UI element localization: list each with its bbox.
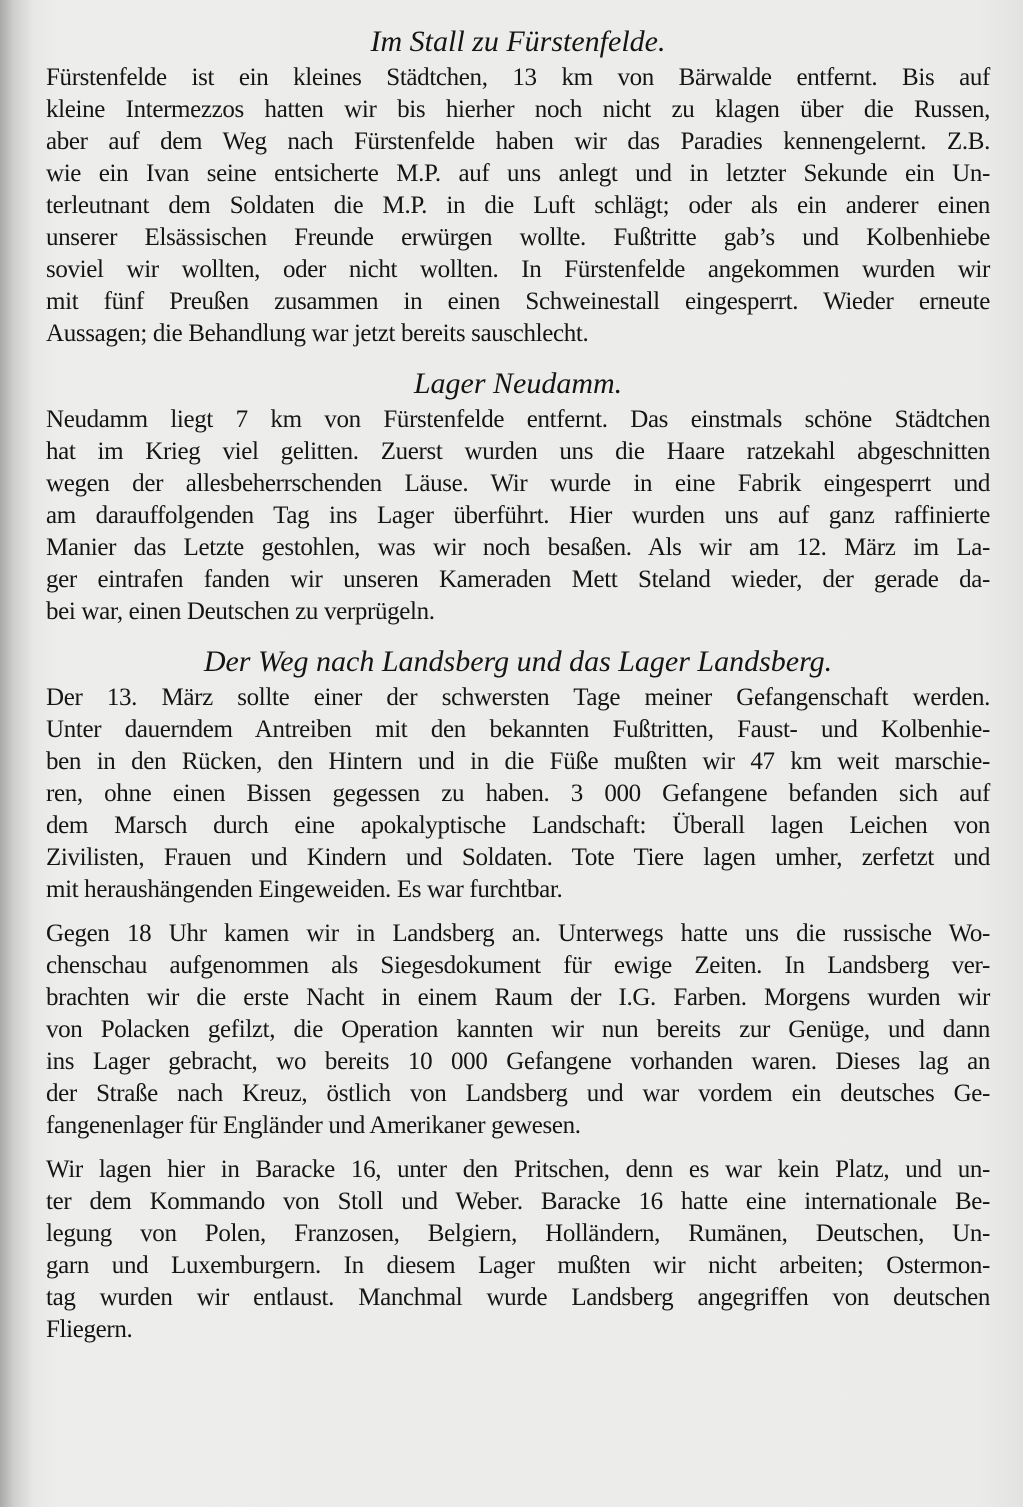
text-line: Manier das Letzte gestohlen, was wir noch besaßen. Als wir am 12. März im La- [46,534,990,561]
text-line: Zivilisten, Frauen und Kindern und Soldaten. Tote Tiere lagen umher, zerfetzt und [46,844,990,871]
text-line: wegen der allesbeherrschenden Läuse. Wir wurde in eine Fabrik eingesperrt und [46,470,990,497]
section-heading: Der Weg nach Landsberg und das Lager Landsberg. [203,645,833,678]
text-column [46,22,990,1346]
section-heading: Lager Neudamm. [413,367,623,400]
text-line: Wir lagen hier in Baracke 16, unter den Pritschen, denn es war kein Platz, und un- [46,1156,990,1183]
text-line: tag wurden wir entlaust. Manchmal wurde Landsberg angegriffen von deutschen [46,1284,990,1311]
text-line: mit fünf Preußen zusammen in einen Schweinestall eingesperrt. Wieder erneute [46,288,990,315]
text-line: Neudamm liegt 7 km von Fürstenfelde entfernt. Das einstmals schöne Städtchen [46,406,990,433]
text-line: ger eintrafen fanden wir unseren Kameraden Mett Steland wieder, der gerade da- [46,566,990,593]
text-line: unserer Elsässischen Freunde erwürgen wollte. Fußtritte gab’s und Kolbenhiebe [46,224,990,251]
text-line: fangenenlager für Engländer und Amerikaner gewesen. [46,1112,581,1139]
text-line: am darauffolgenden Tag ins Lager überführt. Hier wurden uns auf ganz raffinierte [46,502,990,529]
text-line: Gegen 18 Uhr kamen wir in Landsberg an. Unterwegs hatte uns die russische Wo- [46,920,990,947]
text-line: aber auf dem Weg nach Fürstenfelde haben wir das Paradies kennengelernt. Z.B. [46,128,990,155]
text-line: bei war, einen Deutschen zu verprügeln. [46,598,435,625]
section-heading: Im Stall zu Fürstenfelde. [370,25,666,58]
paragraph [46,1154,990,1346]
paragraph [46,918,990,1142]
text-line: garn und Luxemburgern. In diesem Lager mußten wir nicht arbeiten; Ostermon- [46,1252,990,1279]
text-line: ins Lager gebracht, wo bereits 10 000 Gefangene vorhanden waren. Dieses lag an [46,1048,990,1075]
text-line: ter dem Kommando von Stoll und Weber. Baracke 16 hatte eine internationale Be- [46,1188,990,1215]
text-line: Fliegern. [46,1316,133,1343]
text-line: kleine Intermezzos hatten wir bis hierher noch nicht zu klagen über die Russen, [46,96,990,123]
text-line: legung von Polen, Franzosen, Belgiern, Holländern, Rumänen, Deutschen, Un- [46,1220,990,1247]
text-line: dem Marsch durch eine apokalyptische Landschaft: Überall lagen Leichen von [46,812,990,839]
text-line: soviel wir wollten, oder nicht wollten. In Fürstenfelde angekommen wurden wir [46,256,990,283]
text-line: ben in den Rücken, den Hintern und in die Füße mußten wir 47 km weit marschie- [46,748,990,775]
paragraph [46,62,990,350]
text-line: ren, ohne einen Bissen gegessen zu haben. 3 000 Gefangene befanden sich auf [46,780,990,807]
text-line: Aussagen; die Behandlung war jetzt bereits sauschlecht. [46,320,589,347]
text-line: hat im Krieg viel gelitten. Zuerst wurden uns die Haare ratzekahl abgeschnitten [46,438,990,465]
text-line: der Straße nach Kreuz, östlich von Landsberg und war vordem ein deutsches Ge- [46,1080,990,1107]
text-line: mit heraushängenden Eingeweiden. Es war furchtbar. [46,876,563,903]
text-line: Der 13. März sollte einer der schwersten Tage meiner Gefangenschaft werden. [46,684,990,711]
paragraph [46,404,990,628]
paragraph [46,682,990,906]
text-line: Unter dauerndem Antreiben mit den bekannten Fußtritten, Faust- und Kolbenhie- [46,716,990,743]
text-line: terleutnant dem Soldaten die M.P. in die Luft schlägt; oder als ein anderer einen [46,192,990,219]
text-line: chenschau aufgenommen als Siegesdokument für ewige Zeiten. In Landsberg ver- [46,952,990,979]
text-line: von Polacken gefilzt, die Operation kannten wir nun bereits zur Genüge, und dann [46,1016,990,1043]
text-line: wie ein Ivan seine entsicherte M.P. auf uns anlegt und in letzter Sekunde ein Un- [46,160,990,187]
text-line: Fürstenfelde ist ein kleines Städtchen, 13 km von Bärwalde entfernt. Bis auf [46,64,990,91]
text-line: brachten wir die erste Nacht in einem Raum der I.G. Farben. Morgens wurden wir [46,984,990,1011]
